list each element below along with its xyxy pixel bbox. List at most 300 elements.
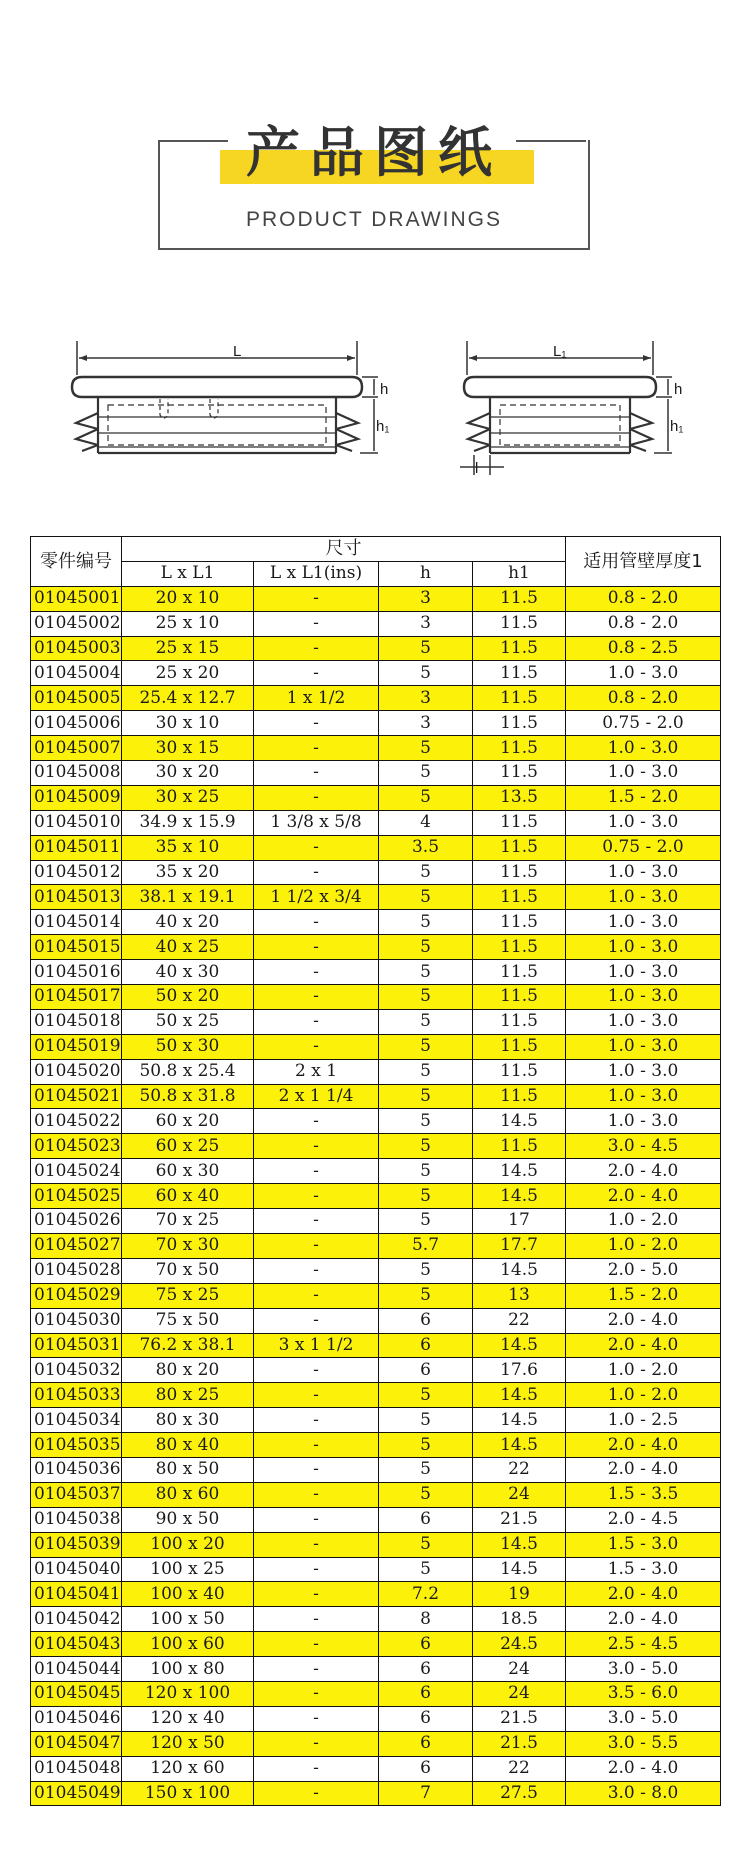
- h-cell: 5: [379, 1532, 473, 1557]
- h1-cell: 17.7: [473, 1233, 566, 1258]
- h1-cell: 24: [473, 1482, 566, 1507]
- part-no-cell: 01045008: [31, 761, 122, 786]
- size-ins-cell: -: [254, 736, 379, 761]
- size-ins-cell: -: [254, 1781, 379, 1806]
- h1-cell: 14.5: [473, 1383, 566, 1408]
- size-ins-cell: -: [254, 785, 379, 810]
- wall-cell: 2.0 - 4.0: [566, 1333, 721, 1358]
- table-row: [31, 761, 721, 786]
- size-ins-cell: -: [254, 636, 379, 661]
- table-row: [31, 785, 721, 810]
- table-row: [31, 1408, 721, 1433]
- part-no-cell: 01045048: [31, 1756, 122, 1781]
- h1-cell: 11.5: [473, 761, 566, 786]
- size-ins-cell: -: [254, 985, 379, 1010]
- label-h-right: h: [674, 381, 683, 398]
- table-row: [31, 985, 721, 1010]
- part-no-cell: 01045014: [31, 910, 122, 935]
- header-dimensions: 尺寸: [122, 537, 566, 562]
- h1-cell: 14.5: [473, 1532, 566, 1557]
- size-ins-cell: -: [254, 761, 379, 786]
- h-cell: 5: [379, 1009, 473, 1034]
- size-ins-cell: -: [254, 935, 379, 960]
- table-row: [31, 1034, 721, 1059]
- h1-cell: 11.5: [473, 1084, 566, 1109]
- h1-cell: 24.5: [473, 1632, 566, 1657]
- table-row: [31, 661, 721, 686]
- part-no-cell: 01045047: [31, 1731, 122, 1756]
- h1-cell: 11.5: [473, 686, 566, 711]
- size-ins-cell: -: [254, 1582, 379, 1607]
- wall-cell: 0.8 - 2.5: [566, 636, 721, 661]
- h-cell: 5: [379, 1209, 473, 1234]
- label-h1-right: h₁: [670, 418, 684, 435]
- wall-cell: 1.0 - 3.0: [566, 661, 721, 686]
- part-no-cell: 01045043: [31, 1632, 122, 1657]
- h1-cell: 21.5: [473, 1731, 566, 1756]
- size-cell: 38.1 x 19.1: [122, 885, 254, 910]
- header-h: h: [379, 561, 473, 586]
- wall-cell: 2.0 - 4.0: [566, 1582, 721, 1607]
- size-cell: 90 x 50: [122, 1507, 254, 1532]
- h-cell: 5: [379, 935, 473, 960]
- size-cell: 80 x 60: [122, 1482, 254, 1507]
- part-no-cell: 01045045: [31, 1681, 122, 1706]
- h-cell: 5: [379, 1482, 473, 1507]
- size-cell: 35 x 20: [122, 860, 254, 885]
- size-cell: 60 x 25: [122, 1134, 254, 1159]
- h-cell: 5: [379, 1159, 473, 1184]
- wall-cell: 0.8 - 2.0: [566, 686, 721, 711]
- section-header: [158, 121, 590, 252]
- h1-cell: 11.5: [473, 661, 566, 686]
- size-cell: 100 x 40: [122, 1582, 254, 1607]
- h-cell: 5: [379, 1109, 473, 1134]
- size-ins-cell: -: [254, 611, 379, 636]
- table-row: [31, 1283, 721, 1308]
- table-row: [31, 1433, 721, 1458]
- wall-cell: 2.0 - 4.5: [566, 1507, 721, 1532]
- part-no-cell: 01045034: [31, 1408, 122, 1433]
- size-cell: 40 x 30: [122, 960, 254, 985]
- table-row: [31, 1532, 721, 1557]
- table-row: [31, 1258, 721, 1283]
- wall-cell: 2.0 - 4.0: [566, 1184, 721, 1209]
- size-cell: 80 x 30: [122, 1408, 254, 1433]
- table-row: [31, 636, 721, 661]
- size-ins-cell: -: [254, 1358, 379, 1383]
- wall-cell: 1.0 - 2.0: [566, 1233, 721, 1258]
- table-row: [31, 1358, 721, 1383]
- wall-cell: 1.0 - 3.0: [566, 985, 721, 1010]
- h1-cell: 22: [473, 1308, 566, 1333]
- h1-cell: 19: [473, 1582, 566, 1607]
- table-row: [31, 1383, 721, 1408]
- size-cell: 100 x 80: [122, 1657, 254, 1682]
- size-cell: 80 x 20: [122, 1358, 254, 1383]
- part-no-cell: 01045016: [31, 960, 122, 985]
- size-ins-cell: -: [254, 1607, 379, 1632]
- size-cell: 50 x 30: [122, 1034, 254, 1059]
- part-no-cell: 01045009: [31, 785, 122, 810]
- size-cell: 120 x 60: [122, 1756, 254, 1781]
- part-no-cell: 01045028: [31, 1258, 122, 1283]
- wall-cell: 1.0 - 3.0: [566, 761, 721, 786]
- table-row: [31, 935, 721, 960]
- size-cell: 75 x 25: [122, 1283, 254, 1308]
- part-no-cell: 01045006: [31, 711, 122, 736]
- part-no-cell: 01045018: [31, 1009, 122, 1034]
- table-row: [31, 1333, 721, 1358]
- h1-cell: 14.5: [473, 1433, 566, 1458]
- size-cell: 80 x 40: [122, 1433, 254, 1458]
- size-cell: 50.8 x 25.4: [122, 1059, 254, 1084]
- h-cell: 5: [379, 1433, 473, 1458]
- h-cell: 6: [379, 1756, 473, 1781]
- size-cell: 25.4 x 12.7: [122, 686, 254, 711]
- part-no-cell: 01045011: [31, 835, 122, 860]
- table-row: [31, 586, 721, 611]
- size-cell: 100 x 25: [122, 1557, 254, 1582]
- wall-cell: 1.0 - 2.0: [566, 1358, 721, 1383]
- part-no-cell: 01045004: [31, 661, 122, 686]
- h1-cell: 11.5: [473, 885, 566, 910]
- size-ins-cell: -: [254, 1184, 379, 1209]
- page-subtitle: PRODUCT DRAWINGS: [245, 208, 502, 231]
- h-cell: 5: [379, 1408, 473, 1433]
- size-cell: 50 x 25: [122, 1009, 254, 1034]
- wall-cell: 1.0 - 3.0: [566, 1059, 721, 1084]
- h-cell: 6: [379, 1358, 473, 1383]
- part-no-cell: 01045035: [31, 1433, 122, 1458]
- size-ins-cell: -: [254, 1233, 379, 1258]
- size-ins-cell: -: [254, 1507, 379, 1532]
- h1-cell: 17.6: [473, 1358, 566, 1383]
- h1-cell: 11.5: [473, 1009, 566, 1034]
- part-no-cell: 01045026: [31, 1209, 122, 1234]
- size-ins-cell: -: [254, 1283, 379, 1308]
- table-row: [31, 1084, 721, 1109]
- size-ins-cell: -: [254, 1457, 379, 1482]
- wall-cell: 1.5 - 3.0: [566, 1557, 721, 1582]
- wall-cell: 3.0 - 4.5: [566, 1134, 721, 1159]
- wall-cell: 0.75 - 2.0: [566, 835, 721, 860]
- h-cell: 5: [379, 885, 473, 910]
- wall-cell: 3.0 - 5.0: [566, 1657, 721, 1682]
- wall-cell: 1.0 - 3.0: [566, 810, 721, 835]
- wall-cell: 1.5 - 3.5: [566, 1482, 721, 1507]
- h1-cell: 11.5: [473, 1034, 566, 1059]
- table-row: [31, 1184, 721, 1209]
- part-no-cell: 01045033: [31, 1383, 122, 1408]
- size-cell: 120 x 40: [122, 1706, 254, 1731]
- header-lxl1: L x L1: [122, 561, 254, 586]
- size-ins-cell: -: [254, 1681, 379, 1706]
- part-no-cell: 01045036: [31, 1457, 122, 1482]
- size-cell: 70 x 25: [122, 1209, 254, 1234]
- wall-cell: 1.0 - 2.5: [566, 1408, 721, 1433]
- size-ins-cell: -: [254, 1209, 379, 1234]
- table-row: [31, 1582, 721, 1607]
- wall-cell: 3.0 - 8.0: [566, 1781, 721, 1806]
- h-cell: 5: [379, 1557, 473, 1582]
- table-row: [31, 1209, 721, 1234]
- h-cell: 6: [379, 1507, 473, 1532]
- h1-cell: 14.5: [473, 1258, 566, 1283]
- wall-cell: 1.5 - 2.0: [566, 785, 721, 810]
- part-no-cell: 01045046: [31, 1706, 122, 1731]
- h1-cell: 11.5: [473, 910, 566, 935]
- size-cell: 40 x 20: [122, 910, 254, 935]
- size-cell: 80 x 50: [122, 1457, 254, 1482]
- table-row: [31, 736, 721, 761]
- size-ins-cell: -: [254, 1383, 379, 1408]
- header-h1: h1: [473, 561, 566, 586]
- wall-cell: 2.0 - 4.0: [566, 1607, 721, 1632]
- h1-cell: 24: [473, 1681, 566, 1706]
- h1-cell: 11.5: [473, 586, 566, 611]
- part-no-cell: 01045039: [31, 1532, 122, 1557]
- size-cell: 30 x 15: [122, 736, 254, 761]
- table-row: [31, 960, 721, 985]
- size-ins-cell: -: [254, 1408, 379, 1433]
- wall-cell: 2.0 - 4.0: [566, 1433, 721, 1458]
- part-no-cell: 01045024: [31, 1159, 122, 1184]
- spec-table-wrap: [30, 536, 720, 1806]
- part-no-cell: 01045013: [31, 885, 122, 910]
- size-ins-cell: -: [254, 1706, 379, 1731]
- size-ins-cell: -: [254, 711, 379, 736]
- header-lxl1-ins: L x L1(ins): [254, 561, 379, 586]
- h-cell: 3.5: [379, 835, 473, 860]
- part-no-cell: 01045030: [31, 1308, 122, 1333]
- size-cell: 60 x 40: [122, 1184, 254, 1209]
- size-cell: 35 x 10: [122, 835, 254, 860]
- size-ins-cell: -: [254, 860, 379, 885]
- part-no-cell: 01045017: [31, 985, 122, 1010]
- part-no-cell: 01045032: [31, 1358, 122, 1383]
- h-cell: 5: [379, 1283, 473, 1308]
- size-cell: 60 x 20: [122, 1109, 254, 1134]
- label-L1: L₁: [553, 343, 567, 360]
- h1-cell: 14.5: [473, 1333, 566, 1358]
- table-row: [31, 1781, 721, 1806]
- h1-cell: 13: [473, 1283, 566, 1308]
- wall-cell: 3.5 - 6.0: [566, 1681, 721, 1706]
- table-row: [31, 1059, 721, 1084]
- wall-cell: 1.5 - 3.0: [566, 1532, 721, 1557]
- size-ins-cell: -: [254, 910, 379, 935]
- label-h1-left: h₁: [376, 418, 390, 435]
- h-cell: 5: [379, 960, 473, 985]
- drawing-side-view-short: [460, 335, 690, 485]
- table-row: [31, 1557, 721, 1582]
- h1-cell: 11.5: [473, 810, 566, 835]
- h-cell: 6: [379, 1681, 473, 1706]
- h-cell: 5: [379, 636, 473, 661]
- size-cell: 60 x 30: [122, 1159, 254, 1184]
- header-part-no: 零件编号: [31, 537, 122, 587]
- wall-cell: 1.0 - 2.0: [566, 1383, 721, 1408]
- h1-cell: 27.5: [473, 1781, 566, 1806]
- h-cell: 6: [379, 1333, 473, 1358]
- part-no-cell: 01045022: [31, 1109, 122, 1134]
- table-row: [31, 1457, 721, 1482]
- size-ins-cell: -: [254, 1657, 379, 1682]
- table-row: [31, 1607, 721, 1632]
- size-cell: 75 x 50: [122, 1308, 254, 1333]
- wall-cell: 1.0 - 2.0: [566, 1209, 721, 1234]
- part-no-cell: 01045023: [31, 1134, 122, 1159]
- size-ins-cell: 2 x 1: [254, 1059, 379, 1084]
- h1-cell: 11.5: [473, 835, 566, 860]
- table-row: [31, 910, 721, 935]
- wall-cell: 2.0 - 4.0: [566, 1457, 721, 1482]
- size-ins-cell: 1 1/2 x 3/4: [254, 885, 379, 910]
- wall-cell: 2.0 - 5.0: [566, 1258, 721, 1283]
- wall-cell: 1.0 - 3.0: [566, 736, 721, 761]
- part-no-cell: 01045040: [31, 1557, 122, 1582]
- h-cell: 5: [379, 1084, 473, 1109]
- h-cell: 5: [379, 1059, 473, 1084]
- h-cell: 7.2: [379, 1582, 473, 1607]
- table-row: [31, 1731, 721, 1756]
- h1-cell: 14.5: [473, 1184, 566, 1209]
- h1-cell: 22: [473, 1756, 566, 1781]
- h-cell: 5: [379, 985, 473, 1010]
- h-cell: 5: [379, 1034, 473, 1059]
- wall-cell: 1.0 - 3.0: [566, 1109, 721, 1134]
- h-cell: 3: [379, 686, 473, 711]
- size-ins-cell: -: [254, 1532, 379, 1557]
- size-cell: 30 x 20: [122, 761, 254, 786]
- size-cell: 34.9 x 15.9: [122, 810, 254, 835]
- h-cell: 5: [379, 910, 473, 935]
- h-cell: 8: [379, 1607, 473, 1632]
- table-row: [31, 1756, 721, 1781]
- size-cell: 25 x 20: [122, 661, 254, 686]
- part-no-cell: 01045025: [31, 1184, 122, 1209]
- label-L: L: [233, 343, 242, 360]
- h1-cell: 21.5: [473, 1706, 566, 1731]
- h1-cell: 11.5: [473, 711, 566, 736]
- size-ins-cell: -: [254, 1258, 379, 1283]
- size-ins-cell: 3 x 1 1/2: [254, 1333, 379, 1358]
- size-ins-cell: -: [254, 835, 379, 860]
- part-no-cell: 01045002: [31, 611, 122, 636]
- table-row: [31, 1159, 721, 1184]
- h-cell: 7: [379, 1781, 473, 1806]
- table-row: [31, 1706, 721, 1731]
- size-ins-cell: -: [254, 661, 379, 686]
- wall-cell: 1.0 - 3.0: [566, 1034, 721, 1059]
- h1-cell: 18.5: [473, 1607, 566, 1632]
- size-cell: 100 x 50: [122, 1607, 254, 1632]
- h1-cell: 14.5: [473, 1109, 566, 1134]
- page-title: 产品图纸: [246, 121, 502, 184]
- size-ins-cell: 2 x 1 1/4: [254, 1084, 379, 1109]
- h1-cell: 22: [473, 1457, 566, 1482]
- h1-cell: 11.5: [473, 736, 566, 761]
- part-no-cell: 01045007: [31, 736, 122, 761]
- part-no-cell: 01045029: [31, 1283, 122, 1308]
- size-cell: 70 x 50: [122, 1258, 254, 1283]
- h-cell: 4: [379, 810, 473, 835]
- table-row: [31, 711, 721, 736]
- size-ins-cell: -: [254, 1109, 379, 1134]
- wall-cell: 1.0 - 3.0: [566, 960, 721, 985]
- size-cell: 100 x 60: [122, 1632, 254, 1657]
- size-ins-cell: -: [254, 1308, 379, 1333]
- table-row: [31, 1681, 721, 1706]
- table-row: [31, 1482, 721, 1507]
- part-no-cell: 01045021: [31, 1084, 122, 1109]
- h1-cell: 24: [473, 1657, 566, 1682]
- size-ins-cell: -: [254, 1557, 379, 1582]
- size-ins-cell: 1 3/8 x 5/8: [254, 810, 379, 835]
- wall-cell: 0.8 - 2.0: [566, 586, 721, 611]
- wall-cell: 1.5 - 2.0: [566, 1283, 721, 1308]
- part-no-cell: 01045049: [31, 1781, 122, 1806]
- label-l: l: [475, 460, 479, 477]
- part-no-cell: 01045003: [31, 636, 122, 661]
- table-row: [31, 885, 721, 910]
- table-row: [31, 1009, 721, 1034]
- part-no-cell: 01045015: [31, 935, 122, 960]
- table-row: [31, 835, 721, 860]
- h-cell: 5: [379, 661, 473, 686]
- h-cell: 5: [379, 1383, 473, 1408]
- size-ins-cell: -: [254, 1009, 379, 1034]
- label-h-left: h: [380, 381, 389, 398]
- h-cell: 5: [379, 1184, 473, 1209]
- size-cell: 150 x 100: [122, 1781, 254, 1806]
- wall-cell: 1.0 - 3.0: [566, 935, 721, 960]
- wall-cell: 1.0 - 3.0: [566, 885, 721, 910]
- wall-cell: 2.5 - 4.5: [566, 1632, 721, 1657]
- h-cell: 3: [379, 711, 473, 736]
- size-cell: 25 x 15: [122, 636, 254, 661]
- wall-cell: 2.0 - 4.0: [566, 1308, 721, 1333]
- part-no-cell: 01045037: [31, 1482, 122, 1507]
- h-cell: 5: [379, 1134, 473, 1159]
- h-cell: 6: [379, 1731, 473, 1756]
- h-cell: 5: [379, 860, 473, 885]
- h1-cell: 11.5: [473, 636, 566, 661]
- table-row: [31, 1233, 721, 1258]
- h1-cell: 11.5: [473, 985, 566, 1010]
- size-cell: 120 x 100: [122, 1681, 254, 1706]
- size-ins-cell: -: [254, 960, 379, 985]
- size-ins-cell: 1 x 1/2: [254, 686, 379, 711]
- h1-cell: 11.5: [473, 935, 566, 960]
- h-cell: 5: [379, 736, 473, 761]
- size-ins-cell: -: [254, 1134, 379, 1159]
- size-cell: 30 x 10: [122, 711, 254, 736]
- part-no-cell: 01045001: [31, 586, 122, 611]
- wall-cell: 1.0 - 3.0: [566, 1084, 721, 1109]
- h1-cell: 11.5: [473, 960, 566, 985]
- wall-cell: 0.8 - 2.0: [566, 611, 721, 636]
- part-no-cell: 01045031: [31, 1333, 122, 1358]
- h1-cell: 11.5: [473, 611, 566, 636]
- wall-cell: 3.0 - 5.0: [566, 1706, 721, 1731]
- size-cell: 30 x 25: [122, 785, 254, 810]
- h1-cell: 13.5: [473, 785, 566, 810]
- size-cell: 120 x 50: [122, 1731, 254, 1756]
- wall-cell: 2.0 - 4.0: [566, 1756, 721, 1781]
- h-cell: 5: [379, 1258, 473, 1283]
